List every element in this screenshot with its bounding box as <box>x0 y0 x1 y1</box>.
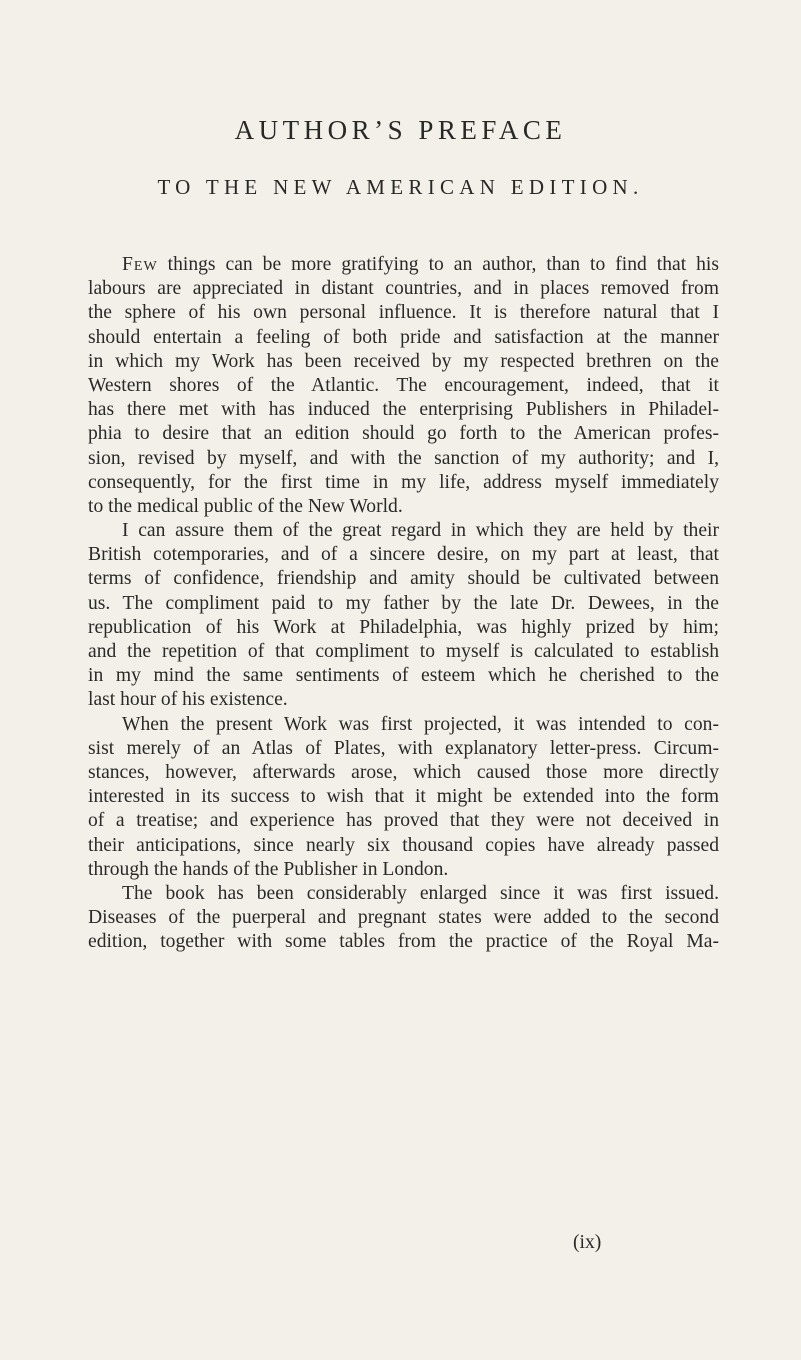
page-number-text: (ix) <box>573 1232 602 1253</box>
text-line: us. The compliment paid to my father by the late Dr. Dewees, in the <box>88 592 719 614</box>
text-line: phia to desire that an edition should go forth to the American profes- <box>88 423 719 445</box>
paragraph-4 <box>88 882 719 955</box>
text-line: stances, however, afterwards arose, which caused those more directly <box>88 761 719 783</box>
text-line: edition, together with some tables from the practice of the Royal Ma- <box>88 931 719 953</box>
text-line: republication of his Work at Philadelphia, was highly prized by him; <box>88 616 719 638</box>
text-line: their anticipations, since nearly six thousand copies have already passed <box>88 834 719 856</box>
preface-title: AUTHOR’S PREFACE <box>234 115 567 145</box>
text-line: last hour of his existence. <box>88 689 288 711</box>
paragraph-2 <box>88 519 719 713</box>
text-line: of a treatise; and experience has proved that they were not deceived in <box>88 810 719 832</box>
text-line: consequently, for the first time in my life, address myself immediately <box>88 471 719 493</box>
text-line: in my mind the same sentiments of esteem which he cherished to the <box>88 665 719 687</box>
paragraph-3 <box>88 713 719 882</box>
preface-subtitle: TO THE NEW AMERICAN EDITION. <box>157 175 644 199</box>
text-line: British cotemporaries, and of a sincere desire, on my part at least, that <box>88 544 719 566</box>
text-line: I can assure them of the great regard in which they are held by their <box>122 520 719 542</box>
text-line: Western shores of the Atlantic. The encouragement, indeed, that it <box>88 374 719 396</box>
text-line: the sphere of his own personal influence. It is therefore natural that I <box>88 302 719 324</box>
page-number <box>0 1231 801 1255</box>
preface-body <box>88 253 719 954</box>
text-line: Diseases of the puerperal and pregnant states were added to the second <box>88 907 719 929</box>
text-line: Few things can be more gratifying to an author, than to find that his <box>122 254 719 275</box>
text-line: through the hands of the Publisher in London. <box>88 858 449 880</box>
text-line: terms of confidence, friendship and amity should be cultivated between <box>88 568 719 590</box>
text-line: sion, revised by myself, and with the sanction of my authority; and I, <box>88 447 719 469</box>
text-line: The book has been considerably enlarged since it was first issued. <box>122 882 719 904</box>
text-line: in which my Work has been received by my respected brethren on the <box>88 350 719 372</box>
text-line: has there met with has induced the enterprising Publishers in Philadel- <box>88 399 719 421</box>
text-line: labours are appreciated in distant countries, and in places removed from <box>88 278 719 300</box>
drop-word: Few <box>122 254 158 275</box>
text-line: and the repetition of that compliment to myself is calculated to establish <box>88 641 719 662</box>
text-line: to the medical public of the New World. <box>88 495 403 517</box>
text-line: should entertain a feeling of both pride and satisfaction at the manner <box>88 326 719 348</box>
paragraph-1 <box>88 253 719 519</box>
text-line: sist merely of an Atlas of Plates, with explanatory letter-press. Circum- <box>88 737 719 759</box>
text-line: When the present Work was first projected, it was intended to con- <box>122 713 719 735</box>
text-line: interested in its success to wish that it might be extended into the form <box>88 786 719 808</box>
